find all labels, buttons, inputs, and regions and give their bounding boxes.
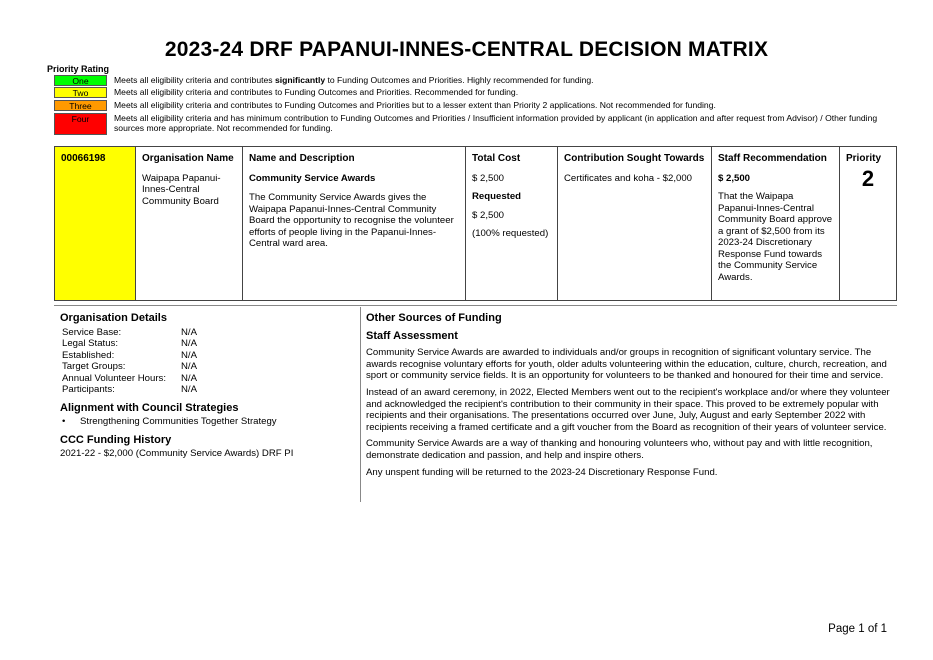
requested-amount: $ 2,500 xyxy=(472,209,505,221)
legend-swatch: Two xyxy=(54,87,107,98)
other-sources-heading: Other Sources of Funding xyxy=(366,312,502,324)
detail-row xyxy=(60,327,355,339)
detail-value: N/A xyxy=(181,349,197,361)
application-id: 00066198 xyxy=(61,153,106,164)
total-cost-header: Total Cost xyxy=(472,153,521,164)
organisation-header: Organisation Name xyxy=(142,153,234,164)
assessment-paragraph: Community Service Awards are awarded to individuals and/or groups in recognition of significant voluntary service. The awards recognise voluntary efforts for youth, older adults volunteering within the education, culture, church, recreation, and sport or community service fields. It is an opportunity for volunteers to be thanked and honoured for their time and service. xyxy=(366,347,887,382)
detail-row xyxy=(60,373,355,385)
detail-row xyxy=(60,350,355,362)
detail-label: Participants: xyxy=(62,384,115,395)
section-divider xyxy=(54,305,897,306)
assessment-panel xyxy=(366,313,896,483)
organisation-cell xyxy=(135,147,242,300)
page-number: Page 1 of 1 xyxy=(828,623,887,635)
staff-assessment-heading: Staff Assessment xyxy=(366,329,458,342)
detail-row xyxy=(60,338,355,350)
priority-cell xyxy=(839,147,896,300)
detail-label: Service Base: xyxy=(62,326,122,338)
assessment-paragraph: Any unspent funding will be returned to the 2023-24 Discretionary Response Fund. xyxy=(366,466,718,478)
assessment-paragraph: Instead of an award ceremony, in 2022, Elected Members went out to the recipient's workplace and/or where they volunteer and acknowledged the recipient's contribution to their community in their space. This proved to be extremely popular with recipients and their organisations. The presentations occurred over June, July, August and early September 2022 with recipients receiving a framed certificate and a gift voucher from the Board as recognition of their years of volunteer service. xyxy=(366,386,890,433)
contribution-cell xyxy=(557,147,711,300)
priority-rating-heading: Priority Rating xyxy=(47,64,110,74)
organisation-name: Waipapa Papanui-Innes-Central Community Board xyxy=(142,172,221,207)
priority-value: 2 xyxy=(861,165,875,191)
application-id-cell xyxy=(55,147,135,300)
detail-value: N/A xyxy=(181,326,197,338)
detail-row xyxy=(60,361,355,373)
funding-history-heading: CCC Funding History xyxy=(60,433,172,446)
staff-recommendation-amount: $ 2,500 xyxy=(718,172,751,184)
funding-history-item: 2021-22 - $2,000 (Community Service Awards) DRF PI xyxy=(60,448,294,459)
organisation-details-heading: Organisation Details xyxy=(60,312,167,324)
cost-cell xyxy=(465,147,557,300)
contribution-text: Certificates and koha - $2,000 xyxy=(564,172,692,184)
legend-swatch: One xyxy=(54,75,107,86)
staff-recommendation-header: Staff Recommendation xyxy=(718,153,827,164)
detail-value: N/A xyxy=(181,361,197,372)
total-cost-value: $ 2,500 xyxy=(472,172,505,184)
detail-value: N/A xyxy=(181,384,197,395)
detail-value: N/A xyxy=(181,372,197,384)
alignment-heading: Alignment with Council Strategies xyxy=(60,401,239,414)
detail-row xyxy=(60,384,355,396)
legend-text: Meets all eligibility criteria and has minimum contribution to Funding Outcomes and Priorities / Insufficient information provided by applicant (in application and after request from Advisor) / Other funding sources more appropriate. Not recommended for funding. xyxy=(114,113,878,133)
legend-text: Meets all eligibility criteria and contributes to Funding Outcomes and Priorities but to a lesser extent than Priority 2 applications. Not recommended for funding. xyxy=(114,100,716,110)
detail-label: Established: xyxy=(62,349,115,361)
staff-recommendation-text: That the Waipapa Papanui-Innes-Central Community Board approve a grant of $2,500 from its 2023-24 Discretionary Response Fund towards the Community Service Awards. xyxy=(718,191,833,283)
requested-label: Requested xyxy=(472,191,522,202)
detail-value: N/A xyxy=(181,338,197,349)
legend-text: Meets all eligibility criteria and contributes to Funding Outcomes and Priorities. Recommended for funding. xyxy=(114,87,519,97)
assessment-paragraph: Community Service Awards are a way of thanking and honouring volunteers who, without pay and with little recognition, demonstrate dedication and passion, and help and inspire others. xyxy=(366,438,873,461)
project-name: Community Service Awards xyxy=(249,172,376,184)
bullet-icon: • xyxy=(62,416,66,427)
description-cell xyxy=(242,147,465,300)
name-description-header: Name and Description xyxy=(249,153,355,164)
detail-label: Legal Status: xyxy=(62,338,119,349)
detail-label: Annual Volunteer Hours: xyxy=(62,372,166,384)
legend-text: Meets all eligibility criteria and contributes significantly to Funding Outcomes and Priorities. Highly recommended for funding. xyxy=(114,75,594,85)
alignment-item: • Strengthening Communities Together Strategy xyxy=(62,416,277,427)
project-description: The Community Service Awards gives the Waipapa Papanui-Innes-Central Community Board the opportunity to recognise the volunteer efforts of people living in the Papanui-Innes-Central ward area. xyxy=(249,192,454,249)
column-divider xyxy=(360,307,361,502)
priority-header: Priority xyxy=(846,153,882,164)
organisation-details-panel xyxy=(60,313,355,460)
legend-swatch: Three xyxy=(54,100,107,111)
page-title: 2023-24 DRF PAPANUI-INNES-CENTRAL DECISION MATRIX xyxy=(164,38,769,61)
decision-matrix-table xyxy=(54,146,897,301)
requested-percent: (100% requested) xyxy=(472,228,549,239)
staff-recommendation-cell xyxy=(711,147,839,300)
legend-swatch: Four xyxy=(54,113,107,135)
detail-label: Target Groups: xyxy=(62,361,126,372)
contribution-header: Contribution Sought Towards xyxy=(564,153,705,164)
